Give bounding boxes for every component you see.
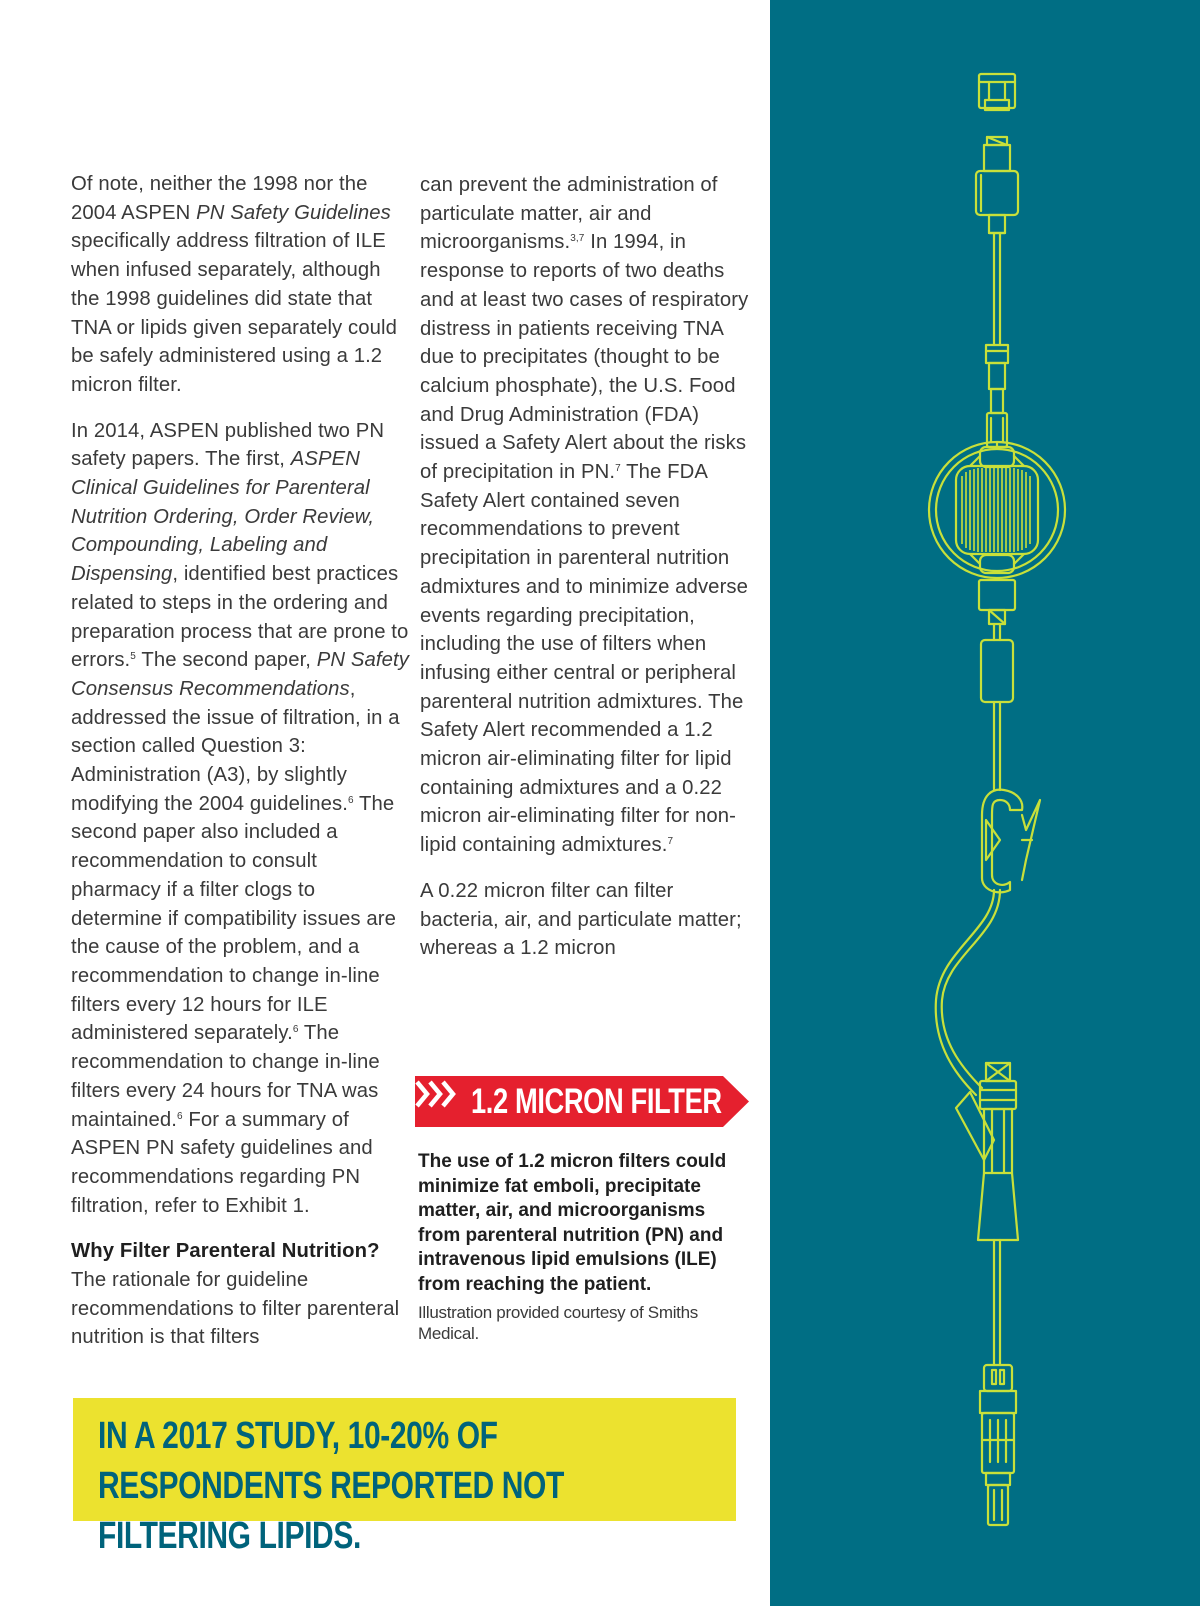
- callout-title: 1.2 MICRON FILTER: [471, 1082, 722, 1121]
- iv-filter-set-illustration: [770, 0, 1200, 1606]
- section-heading: Why Filter Parenteral Nutrition?: [71, 1240, 380, 1263]
- callout-body: The use of 1.2 micron filters could minimize fat emboli, precipitate matter, air, and microorganisms from parenteral nutrition (PN) and intravenous lipid emulsions (ILE) from reaching the patient.: [418, 1151, 727, 1295]
- triple-chevron-icon: [415, 1076, 457, 1112]
- reference-superscript: 6: [176, 1110, 183, 1122]
- illustration-panel: [770, 0, 1200, 1606]
- left-column: [71, 170, 411, 1352]
- reference-superscript: 6: [292, 1024, 299, 1036]
- reference-superscript: 3,7: [570, 233, 585, 245]
- illustration-credit: Illustration provided courtesy of Smiths Medical.: [418, 1303, 698, 1343]
- reference-superscript: 6: [348, 794, 354, 806]
- pull-quote-text: IN A 2017 STUDY, 10-20% OF RESPONDENTS REPORTED NOT FILTERING LIPIDS.: [98, 1415, 564, 1557]
- paragraph-4: can prevent the administration of particulate matter, air and microorganisms.$^{3,7}$ In 1994, in response to reports of two deaths and at least two cases of respiratory distress in patients receiving TNA due to precipitates (thought to be calcium phosphate), the U.S. Food and Drug Administration (FDA) issued a Safety Alert about the risks of precipitation in PN.$^7$ The FDA Safety Alert contained seven recommendations to prevent precipitation in parenteral nutrition admixtures and to minimize adverse events regarding precipitation, including the use of filters when infusing either central or peripheral parenteral nutrition admixtures. The Safety Alert recommended a 1.2 micron air-eliminating filter for lipid containing admixtures and a 0.22 micron air-eliminating filter for non-lipid containing admixtures.$^7$: [420, 174, 749, 857]
- middle-column: [420, 171, 750, 963]
- pull-quote-box: [73, 1398, 736, 1557]
- paragraph-5: A 0.22 micron filter can filter bacteria, air, and particulate matter; whereas a 1.2 micron: [420, 879, 742, 960]
- reference-superscript: 5: [130, 651, 136, 663]
- paragraph-1: Of note, neither the 1998 nor the 2004 ASPEN PN Safety Guidelines specifically address filtration of ILE when infused separately, although the 1998 guidelines did state that TNA or lipids given separately could be safely administered using a 1.2 micron filter.: [71, 173, 398, 396]
- paragraph-3: The rationale for guideline recommendations to filter parenteral nutrition is that filters: [71, 1269, 400, 1349]
- callout-banner: [415, 1076, 749, 1127]
- reference-superscript: 7: [667, 836, 674, 848]
- reference-superscript: 7: [615, 463, 621, 475]
- paragraph-2: In 2014, ASPEN published two PN safety papers. The first, ASPEN Clinical Guidelines for Parenteral Nutrition Ordering, Order Review, Compounding, Labeling and Dispensing, identified best practices related to steps in the ordering and preparation process that are prone to errors.$^5$ The second paper, PN Safety Consensus Recommendations, addressed the issue of filtration, in a section called Question 3: Administration (A3), by slightly modifying the 2004 guidelines.$^6$ The second paper also included a recommendation to consult pharmacy if a filter clogs to determine if compatibility issues are the cause of the problem, and a recommendation to change in-line filters every 12 hours for ILE administered separately.$^6$ The recommendation to change in-line filters every 24 hours for TNA was maintained.$^6$ For a summary of ASPEN PN safety guidelines and recommendations regarding PN filtration, refer to Exhibit 1.: [71, 419, 409, 1217]
